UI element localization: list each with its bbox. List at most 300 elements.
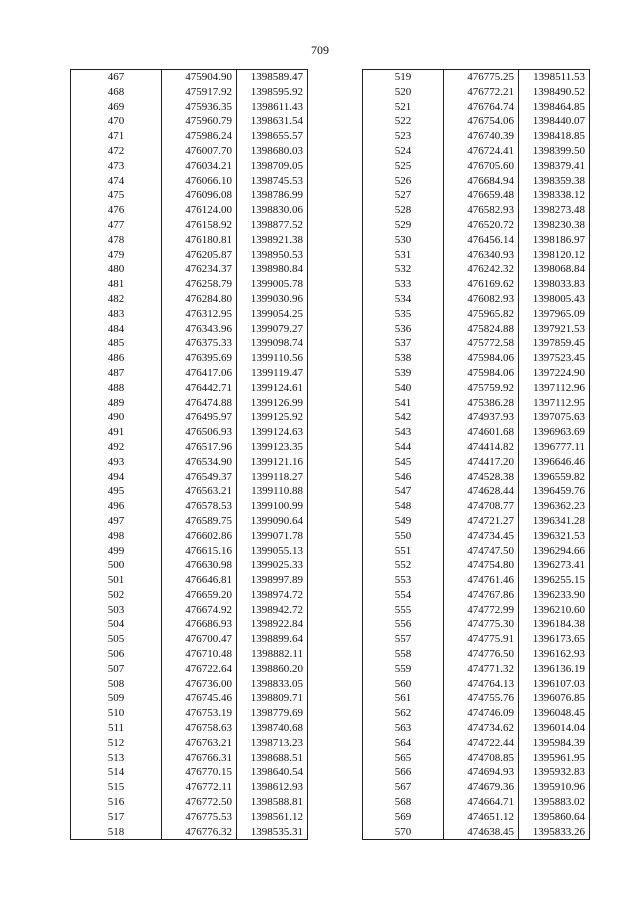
x-coordinate-cell: 474937.93 [444, 410, 519, 425]
y-coordinate-cell: 1399100.99 [237, 499, 308, 514]
table-row [363, 233, 590, 248]
point-number-cell: 555 [363, 603, 444, 618]
x-coordinate-cell: 476495.97 [162, 410, 237, 425]
x-coordinate-cell: 476417.06 [162, 366, 237, 381]
y-coordinate-cell: 1398709.05 [237, 159, 308, 174]
x-coordinate-cell: 475824.88 [444, 322, 519, 337]
point-number-cell: 486 [71, 351, 162, 366]
table-row [71, 322, 308, 337]
x-coordinate-cell: 476375.33 [162, 336, 237, 351]
point-number-cell: 560 [363, 677, 444, 692]
point-number-cell: 533 [363, 277, 444, 292]
table-row [71, 233, 308, 248]
x-coordinate-cell: 476234.37 [162, 262, 237, 277]
x-coordinate-cell: 474708.77 [444, 499, 519, 514]
table-row [363, 647, 590, 662]
y-coordinate-cell: 1395961.95 [519, 751, 590, 766]
x-coordinate-cell: 476772.21 [444, 85, 519, 100]
table-row [363, 262, 590, 277]
x-coordinate-cell: 476124.00 [162, 203, 237, 218]
x-coordinate-cell: 474708.85 [444, 751, 519, 766]
point-number-cell: 529 [363, 218, 444, 233]
table-row [363, 617, 590, 632]
y-coordinate-cell: 1396107.03 [519, 677, 590, 692]
point-number-cell: 485 [71, 336, 162, 351]
coordinates-table-left [70, 69, 308, 840]
point-number-cell: 497 [71, 514, 162, 529]
y-coordinate-cell: 1398186.97 [519, 233, 590, 248]
point-number-cell: 570 [363, 825, 444, 840]
x-coordinate-cell: 476763.21 [162, 736, 237, 751]
y-coordinate-cell: 1398120.12 [519, 248, 590, 263]
table-row [363, 662, 590, 677]
y-coordinate-cell: 1396963.69 [519, 425, 590, 440]
y-coordinate-cell: 1396459.76 [519, 484, 590, 499]
x-coordinate-cell: 476034.21 [162, 159, 237, 174]
x-coordinate-cell: 476674.92 [162, 603, 237, 618]
y-coordinate-cell: 1399118.27 [237, 470, 308, 485]
table-row [363, 203, 590, 218]
y-coordinate-cell: 1399126.99 [237, 396, 308, 411]
table-row [71, 277, 308, 292]
table-row [71, 617, 308, 632]
x-coordinate-cell: 476340.93 [444, 248, 519, 263]
point-number-cell: 525 [363, 159, 444, 174]
point-number-cell: 520 [363, 85, 444, 100]
x-coordinate-cell: 474764.13 [444, 677, 519, 692]
table-row [71, 751, 308, 766]
point-number-cell: 564 [363, 736, 444, 751]
y-coordinate-cell: 1398338.12 [519, 188, 590, 203]
x-coordinate-cell: 476205.87 [162, 248, 237, 263]
point-number-cell: 569 [363, 810, 444, 825]
table-row [363, 558, 590, 573]
point-number-cell: 470 [71, 114, 162, 129]
table-row [363, 706, 590, 721]
table-row [363, 795, 590, 810]
y-coordinate-cell: 1396321.53 [519, 529, 590, 544]
table-row [71, 410, 308, 425]
y-coordinate-cell: 1398830.06 [237, 203, 308, 218]
x-coordinate-cell: 476563.21 [162, 484, 237, 499]
point-number-cell: 496 [71, 499, 162, 514]
table-row [71, 736, 308, 751]
point-number-cell: 518 [71, 825, 162, 840]
y-coordinate-cell: 1396162.93 [519, 647, 590, 662]
point-number-cell: 532 [363, 262, 444, 277]
y-coordinate-cell: 1398786.99 [237, 188, 308, 203]
y-coordinate-cell: 1397224.90 [519, 366, 590, 381]
point-number-cell: 546 [363, 470, 444, 485]
x-coordinate-cell: 474747.50 [444, 544, 519, 559]
y-coordinate-cell: 1398511.53 [519, 70, 590, 85]
table-row [363, 144, 590, 159]
y-coordinate-cell: 1395932.83 [519, 765, 590, 780]
point-number-cell: 527 [363, 188, 444, 203]
y-coordinate-cell: 1398997.89 [237, 573, 308, 588]
y-coordinate-cell: 1396341.28 [519, 514, 590, 529]
y-coordinate-cell: 1398860.20 [237, 662, 308, 677]
table-row [71, 174, 308, 189]
table-row [363, 100, 590, 115]
x-coordinate-cell: 474414.82 [444, 440, 519, 455]
x-coordinate-cell: 474417.20 [444, 455, 519, 470]
table-row [71, 721, 308, 736]
point-number-cell: 535 [363, 307, 444, 322]
point-number-cell: 523 [363, 129, 444, 144]
table-row [71, 351, 308, 366]
table-row [363, 455, 590, 470]
x-coordinate-cell: 475386.28 [444, 396, 519, 411]
point-number-cell: 563 [363, 721, 444, 736]
y-coordinate-cell: 1399030.96 [237, 292, 308, 307]
table-row [71, 780, 308, 795]
x-coordinate-cell: 474776.50 [444, 647, 519, 662]
x-coordinate-cell: 476395.69 [162, 351, 237, 366]
y-coordinate-cell: 1398877.52 [237, 218, 308, 233]
x-coordinate-cell: 476646.81 [162, 573, 237, 588]
point-number-cell: 492 [71, 440, 162, 455]
y-coordinate-cell: 1399071.78 [237, 529, 308, 544]
x-coordinate-cell: 476764.74 [444, 100, 519, 115]
point-number-cell: 522 [363, 114, 444, 129]
table-row [363, 277, 590, 292]
y-coordinate-cell: 1398230.38 [519, 218, 590, 233]
point-number-cell: 468 [71, 85, 162, 100]
x-coordinate-cell: 476710.48 [162, 647, 237, 662]
y-coordinate-cell: 1398922.84 [237, 617, 308, 632]
point-number-cell: 548 [363, 499, 444, 514]
y-coordinate-cell: 1398655.57 [237, 129, 308, 144]
table-row [71, 662, 308, 677]
table-row [363, 70, 590, 85]
point-number-cell: 511 [71, 721, 162, 736]
y-coordinate-cell: 1398713.23 [237, 736, 308, 751]
point-number-cell: 553 [363, 573, 444, 588]
table-row [363, 174, 590, 189]
point-number-cell: 506 [71, 647, 162, 662]
x-coordinate-cell: 476169.62 [444, 277, 519, 292]
y-coordinate-cell: 1398680.03 [237, 144, 308, 159]
point-number-cell: 515 [71, 780, 162, 795]
point-number-cell: 531 [363, 248, 444, 263]
y-coordinate-cell: 1398535.31 [237, 825, 308, 840]
y-coordinate-cell: 1398745.53 [237, 174, 308, 189]
y-coordinate-cell: 1399124.63 [237, 425, 308, 440]
table-row [71, 455, 308, 470]
point-number-cell: 474 [71, 174, 162, 189]
table-row [363, 514, 590, 529]
y-coordinate-cell: 1396255.15 [519, 573, 590, 588]
point-number-cell: 504 [71, 617, 162, 632]
y-coordinate-cell: 1396777.11 [519, 440, 590, 455]
x-coordinate-cell: 476242.32 [444, 262, 519, 277]
x-coordinate-cell: 475984.06 [444, 366, 519, 381]
y-coordinate-cell: 1398005.43 [519, 292, 590, 307]
x-coordinate-cell: 476724.41 [444, 144, 519, 159]
y-coordinate-cell: 1399121.16 [237, 455, 308, 470]
table-row [363, 470, 590, 485]
y-coordinate-cell: 1397112.96 [519, 381, 590, 396]
x-coordinate-cell: 475759.92 [444, 381, 519, 396]
x-coordinate-cell: 476758.63 [162, 721, 237, 736]
point-number-cell: 501 [71, 573, 162, 588]
table-row [71, 765, 308, 780]
table-row [363, 114, 590, 129]
point-number-cell: 565 [363, 751, 444, 766]
point-number-cell: 471 [71, 129, 162, 144]
x-coordinate-cell: 475772.58 [444, 336, 519, 351]
x-coordinate-cell: 474601.68 [444, 425, 519, 440]
page-number: 709 [311, 43, 329, 57]
coordinates-table-right [362, 69, 590, 840]
table-row [71, 529, 308, 544]
y-coordinate-cell: 1397523.45 [519, 351, 590, 366]
y-coordinate-cell: 1395833.26 [519, 825, 590, 840]
table-row [71, 544, 308, 559]
table-row [71, 647, 308, 662]
x-coordinate-cell: 475904.90 [162, 70, 237, 85]
table-row [71, 188, 308, 203]
y-coordinate-cell: 1398359.38 [519, 174, 590, 189]
table-row [363, 440, 590, 455]
y-coordinate-cell: 1398033.83 [519, 277, 590, 292]
table-row [363, 588, 590, 603]
x-coordinate-cell: 476442.71 [162, 381, 237, 396]
table-row [363, 307, 590, 322]
table-row [363, 159, 590, 174]
y-coordinate-cell: 1396210.60 [519, 603, 590, 618]
table-row [71, 425, 308, 440]
y-coordinate-cell: 1398950.53 [237, 248, 308, 263]
x-coordinate-cell: 474651.12 [444, 810, 519, 825]
x-coordinate-cell: 476096.08 [162, 188, 237, 203]
point-number-cell: 544 [363, 440, 444, 455]
table-row [363, 248, 590, 263]
point-number-cell: 561 [363, 691, 444, 706]
point-number-cell: 524 [363, 144, 444, 159]
table-row [363, 751, 590, 766]
y-coordinate-cell: 1396184.38 [519, 617, 590, 632]
table-row [71, 484, 308, 499]
y-coordinate-cell: 1398611.43 [237, 100, 308, 115]
x-coordinate-cell: 476659.20 [162, 588, 237, 603]
x-coordinate-cell: 476772.11 [162, 780, 237, 795]
point-number-cell: 541 [363, 396, 444, 411]
table-row [363, 129, 590, 144]
point-number-cell: 530 [363, 233, 444, 248]
y-coordinate-cell: 1399055.13 [237, 544, 308, 559]
point-number-cell: 478 [71, 233, 162, 248]
y-coordinate-cell: 1396048.45 [519, 706, 590, 721]
y-coordinate-cell: 1398418.85 [519, 129, 590, 144]
table-row [71, 85, 308, 100]
y-coordinate-cell: 1398464.85 [519, 100, 590, 115]
table-row [71, 632, 308, 647]
y-coordinate-cell: 1398595.92 [237, 85, 308, 100]
point-number-cell: 503 [71, 603, 162, 618]
table-row [363, 810, 590, 825]
table-row [363, 396, 590, 411]
point-number-cell: 479 [71, 248, 162, 263]
y-coordinate-cell: 1395860.64 [519, 810, 590, 825]
point-number-cell: 495 [71, 484, 162, 499]
x-coordinate-cell: 476582.93 [444, 203, 519, 218]
y-coordinate-cell: 1398068.84 [519, 262, 590, 277]
y-coordinate-cell: 1396646.46 [519, 455, 590, 470]
y-coordinate-cell: 1397921.53 [519, 322, 590, 337]
point-number-cell: 505 [71, 632, 162, 647]
table-row [71, 307, 308, 322]
x-coordinate-cell: 476740.39 [444, 129, 519, 144]
table-row [363, 603, 590, 618]
y-coordinate-cell: 1396559.82 [519, 470, 590, 485]
x-coordinate-cell: 476684.94 [444, 174, 519, 189]
x-coordinate-cell: 476066.10 [162, 174, 237, 189]
x-coordinate-cell: 476456.14 [444, 233, 519, 248]
y-coordinate-cell: 1399125.92 [237, 410, 308, 425]
point-number-cell: 545 [363, 455, 444, 470]
y-coordinate-cell: 1396294.66 [519, 544, 590, 559]
point-number-cell: 483 [71, 307, 162, 322]
point-number-cell: 500 [71, 558, 162, 573]
y-coordinate-cell: 1398588.81 [237, 795, 308, 810]
table-row [71, 440, 308, 455]
table-row [71, 603, 308, 618]
point-number-cell: 517 [71, 810, 162, 825]
x-coordinate-cell: 476602.86 [162, 529, 237, 544]
coordinates-table-left-body [71, 70, 308, 840]
y-coordinate-cell: 1398833.05 [237, 677, 308, 692]
table-row [71, 218, 308, 233]
table-row [363, 825, 590, 840]
y-coordinate-cell: 1398688.51 [237, 751, 308, 766]
point-number-cell: 514 [71, 765, 162, 780]
y-coordinate-cell: 1395984.39 [519, 736, 590, 751]
y-coordinate-cell: 1399110.88 [237, 484, 308, 499]
x-coordinate-cell: 476534.90 [162, 455, 237, 470]
table-row [71, 573, 308, 588]
table-row [71, 396, 308, 411]
point-number-cell: 559 [363, 662, 444, 677]
y-coordinate-cell: 1398561.12 [237, 810, 308, 825]
table-row [71, 114, 308, 129]
coordinates-table-right-body [363, 70, 590, 840]
x-coordinate-cell: 476753.19 [162, 706, 237, 721]
point-number-cell: 494 [71, 470, 162, 485]
y-coordinate-cell: 1398882.11 [237, 647, 308, 662]
table-row [71, 366, 308, 381]
x-coordinate-cell: 476506.93 [162, 425, 237, 440]
table-row [71, 677, 308, 692]
x-coordinate-cell: 474722.44 [444, 736, 519, 751]
table-row [363, 218, 590, 233]
x-coordinate-cell: 476722.64 [162, 662, 237, 677]
point-number-cell: 487 [71, 366, 162, 381]
table-row [71, 499, 308, 514]
x-coordinate-cell: 476007.70 [162, 144, 237, 159]
table-row [71, 381, 308, 396]
x-coordinate-cell: 474528.38 [444, 470, 519, 485]
point-number-cell: 538 [363, 351, 444, 366]
x-coordinate-cell: 476615.16 [162, 544, 237, 559]
table-row [363, 381, 590, 396]
point-number-cell: 554 [363, 588, 444, 603]
y-coordinate-cell: 1398640.54 [237, 765, 308, 780]
y-coordinate-cell: 1398779.69 [237, 706, 308, 721]
x-coordinate-cell: 474694.93 [444, 765, 519, 780]
x-coordinate-cell: 474746.09 [444, 706, 519, 721]
y-coordinate-cell: 1398980.84 [237, 262, 308, 277]
table-row [71, 825, 308, 840]
x-coordinate-cell: 474734.62 [444, 721, 519, 736]
y-coordinate-cell: 1398273.48 [519, 203, 590, 218]
point-number-cell: 558 [363, 647, 444, 662]
table-row [363, 677, 590, 692]
table-row [363, 351, 590, 366]
table-row [363, 410, 590, 425]
table-row [71, 336, 308, 351]
x-coordinate-cell: 476736.00 [162, 677, 237, 692]
point-number-cell: 568 [363, 795, 444, 810]
table-row [363, 292, 590, 307]
y-coordinate-cell: 1396136.19 [519, 662, 590, 677]
y-coordinate-cell: 1398740.68 [237, 721, 308, 736]
y-coordinate-cell: 1399098.74 [237, 336, 308, 351]
x-coordinate-cell: 476659.48 [444, 188, 519, 203]
y-coordinate-cell: 1399025.33 [237, 558, 308, 573]
y-coordinate-cell: 1398921.38 [237, 233, 308, 248]
point-number-cell: 467 [71, 70, 162, 85]
table-row [363, 484, 590, 499]
table-row [363, 499, 590, 514]
y-coordinate-cell: 1398440.07 [519, 114, 590, 129]
y-coordinate-cell: 1398631.54 [237, 114, 308, 129]
table-row [71, 470, 308, 485]
point-number-cell: 534 [363, 292, 444, 307]
x-coordinate-cell: 476082.93 [444, 292, 519, 307]
x-coordinate-cell: 476343.96 [162, 322, 237, 337]
x-coordinate-cell: 476772.50 [162, 795, 237, 810]
point-number-cell: 536 [363, 322, 444, 337]
point-number-cell: 507 [71, 662, 162, 677]
point-number-cell: 472 [71, 144, 162, 159]
table-row [363, 425, 590, 440]
point-number-cell: 562 [363, 706, 444, 721]
point-number-cell: 516 [71, 795, 162, 810]
y-coordinate-cell: 1399123.35 [237, 440, 308, 455]
point-number-cell: 498 [71, 529, 162, 544]
x-coordinate-cell: 476770.15 [162, 765, 237, 780]
y-coordinate-cell: 1396076.85 [519, 691, 590, 706]
x-coordinate-cell: 474664.71 [444, 795, 519, 810]
x-coordinate-cell: 476578.53 [162, 499, 237, 514]
y-coordinate-cell: 1399119.47 [237, 366, 308, 381]
y-coordinate-cell: 1398942.72 [237, 603, 308, 618]
x-coordinate-cell: 476284.80 [162, 292, 237, 307]
point-number-cell: 490 [71, 410, 162, 425]
table-row [363, 85, 590, 100]
x-coordinate-cell: 476754.06 [444, 114, 519, 129]
y-coordinate-cell: 1398589.47 [237, 70, 308, 85]
table-row [363, 721, 590, 736]
x-coordinate-cell: 476589.75 [162, 514, 237, 529]
point-number-cell: 477 [71, 218, 162, 233]
table-row [363, 765, 590, 780]
table-row [363, 529, 590, 544]
table-row [71, 129, 308, 144]
x-coordinate-cell: 475917.92 [162, 85, 237, 100]
